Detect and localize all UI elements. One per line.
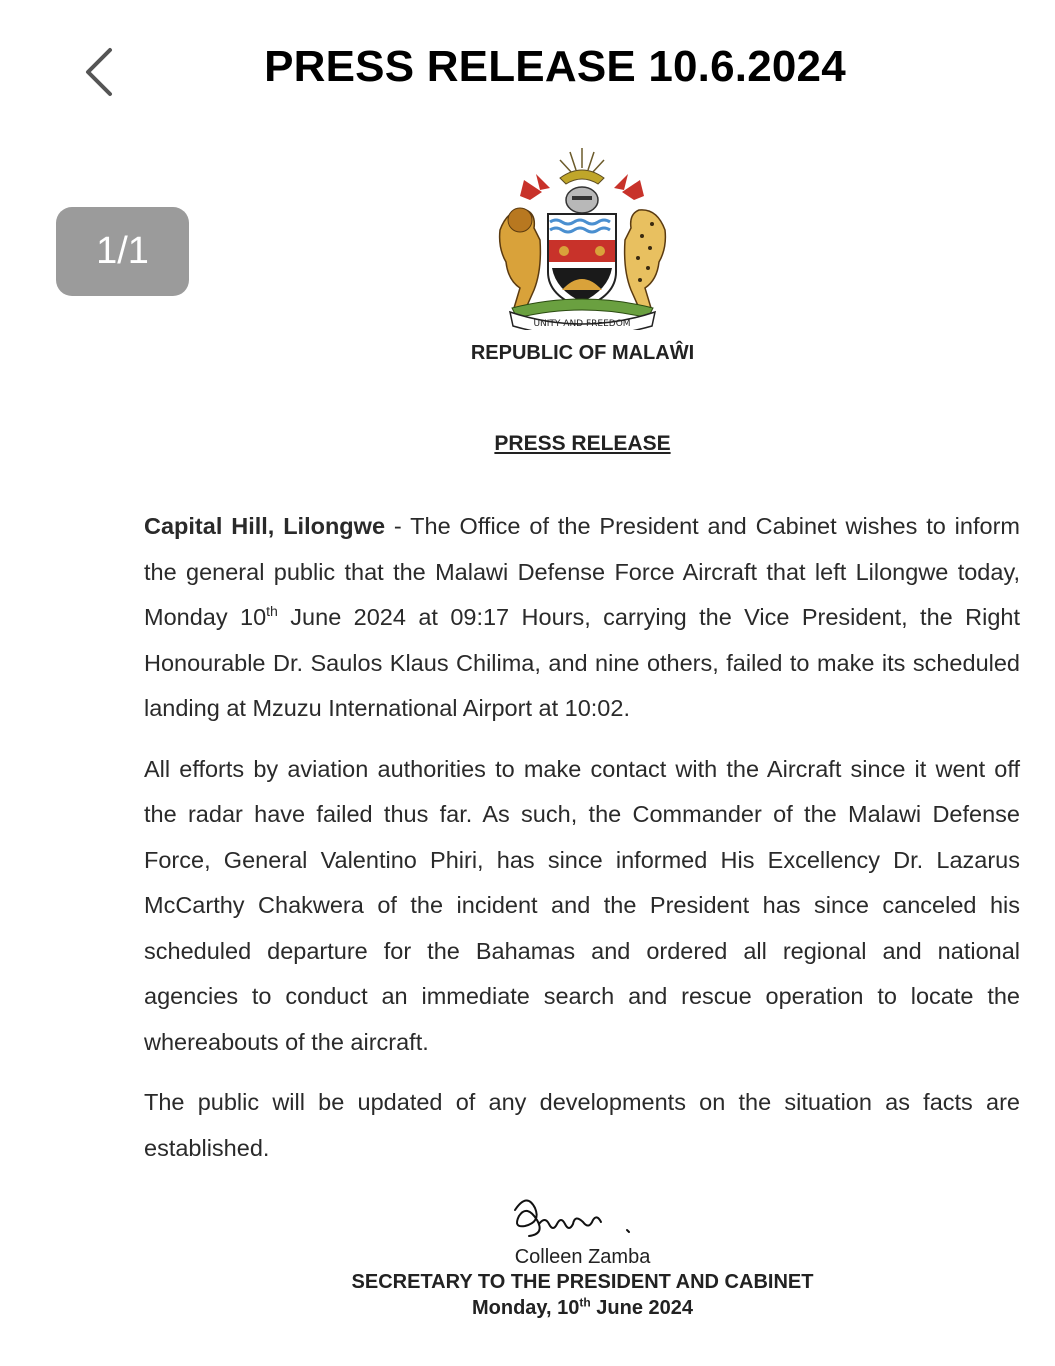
page-title: PRESS RELEASE 10.6.2024 [264, 42, 846, 91]
dateline: Capital Hill, Lilongwe [144, 513, 386, 539]
paragraph-1: Capital Hill, Lilongwe - The Office of the President and Cabinet wishes to inform the general public that the Malawi Defense Force Aircraft that left Lilongwe today, Monday 10th June 2024 at 09:17 Hours, carrying the Vice President, the Right Honourable Dr. Saulos Klaus Chilima, and nine others, failed to make its scheduled landing at Mzuzu International Airport at 10:02. [144, 513, 1020, 721]
paragraph-2: All efforts by aviation authorities to make contact with the Aircraft since it went off the radar have failed thus far. As such, the Commander of the Malawi Defense Force, General Valentino Phiri, has since informed His Excellency Dr. Lazarus McCarthy Chakwera of the incident and the President has since canceled his scheduled departure for the Bahamas and ordered all regional and national agencies to conduct an immediate search and rescue operation to locate the whereabouts of the aircraft. [144, 755, 1020, 1055]
page-counter-badge: 1/1 [56, 207, 189, 296]
paragraph-3: The public will be updated of any developments on the situation as facts are established. [144, 1089, 1020, 1161]
press-release-body [144, 504, 1020, 1186]
press-release-heading: PRESS RELEASE [494, 432, 671, 455]
emblem-motto: UNITY AND FREEDOM [533, 319, 631, 329]
signer-title: SECRETARY TO THE PRESIDENT AND CABINET [351, 1271, 814, 1293]
release-date: Monday, 10th June 2024 [471, 1295, 694, 1319]
signature [505, 1190, 645, 1246]
signer-name: Colleen Zamba [514, 1246, 651, 1268]
republic-title: REPUBLIC OF MALAŴI [470, 342, 695, 364]
coat-of-arms-emblem [490, 140, 675, 330]
